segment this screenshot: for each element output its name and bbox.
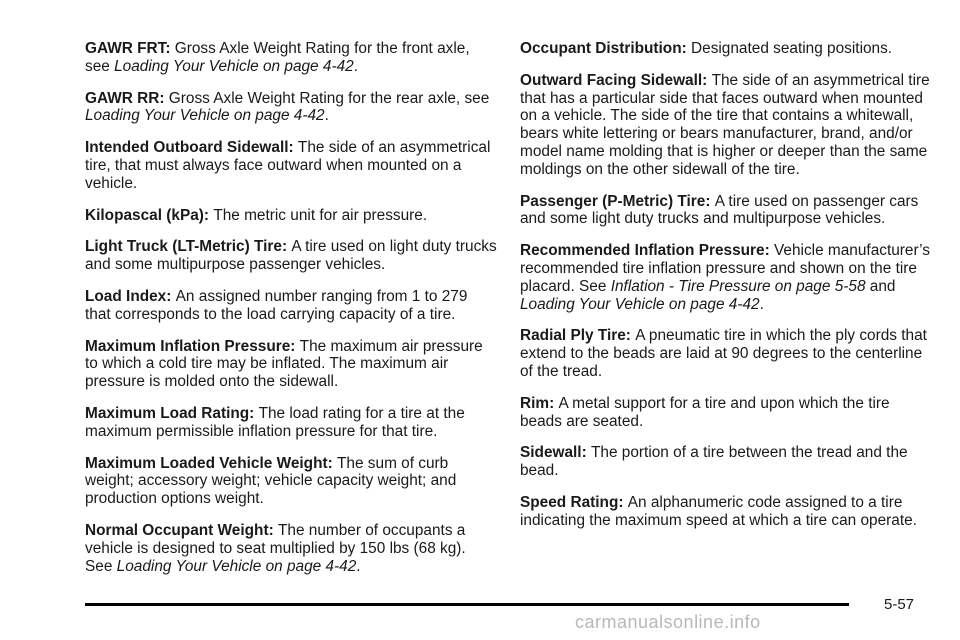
- page-number: 5-57: [884, 596, 915, 613]
- glossary-term: Kilopascal (kPa):: [85, 206, 210, 224]
- glossary-term: Outward Facing Sidewall:: [520, 71, 708, 89]
- definition-text: The maximum air pressure to which a cold tire may be inflated. The maximum air pressure is molded onto the sidewall.: [85, 337, 483, 391]
- definition-text: Gross Axle Weight Rating for the front axle, see: [85, 40, 470, 75]
- glossary-entry: [85, 455, 497, 508]
- glossary-entry: [85, 40, 497, 76]
- glossary-term: Maximum Load Rating:: [85, 404, 255, 422]
- glossary-entry: [520, 40, 932, 58]
- glossary-term: Maximum Inflation Pressure:: [85, 337, 296, 355]
- glossary-term: Light Truck (LT-Metric) Tire:: [85, 238, 288, 256]
- left-column: [85, 40, 497, 589]
- glossary-entry: [85, 522, 497, 575]
- definition-text: The side of an asymmetrical tire that has a particular side that faces outward when mounted on a vehicle. The side of the tire that contains a whitewall, bears white lettering or bears manufacturer, brand, and/or model name molding that is higher or deeper than the same moldings on the other sidewall of the tire.: [520, 71, 930, 178]
- definition-text: An assigned number ranging from 1 to 279 that corresponds to the load carrying capacity of a tire.: [85, 287, 468, 323]
- glossary-term: Radial Ply Tire:: [520, 327, 631, 345]
- right-column: [520, 40, 932, 544]
- page-reference: Loading Your Vehicle on page 4-42: [85, 107, 325, 125]
- glossary-entry: [520, 193, 932, 229]
- glossary-term: Maximum Loaded Vehicle Weight:: [85, 454, 333, 472]
- definition-text: and: [865, 277, 896, 295]
- glossary-entry: [520, 494, 932, 530]
- definition-text: A tire used on light duty trucks and some multipurpose passenger vehicles.: [85, 238, 497, 274]
- glossary-entry: [85, 288, 497, 324]
- glossary-term: Occupant Distribution:: [520, 40, 687, 57]
- glossary-term: Normal Occupant Weight:: [85, 521, 274, 539]
- footer-rule: [85, 603, 849, 606]
- definition-text: .: [759, 295, 764, 313]
- definition-text: The side of an asymmetrical tire, that must always face outward when mounted on a vehicle.: [85, 139, 491, 192]
- definition-text: An alphanumeric code assigned to a tire indicating the maximum speed at which a tire can operate.: [520, 493, 917, 529]
- definition-text: .: [353, 57, 358, 75]
- glossary-entry: [85, 139, 497, 192]
- glossary-entry: [520, 327, 932, 380]
- glossary-entry: [520, 444, 932, 480]
- page-reference: Loading Your Vehicle on page 4-42: [520, 295, 760, 313]
- definition-text: Gross Axle Weight Rating for the rear axle, see: [168, 89, 490, 107]
- glossary-term: Load Index:: [85, 287, 172, 305]
- page-reference: Loading Your Vehicle on page 4-42: [116, 557, 357, 575]
- glossary-entry: [520, 72, 932, 179]
- glossary-term: GAWR FRT:: [85, 40, 171, 57]
- glossary-term: GAWR RR:: [85, 89, 165, 107]
- definition-text: Vehicle manufacturer’s recommended tire inflation pressure and shown on the tire placard. See: [520, 242, 931, 295]
- glossary-entry: [520, 242, 932, 313]
- definition-text: A metal support for a tire and upon which the tire beads are seated.: [520, 394, 890, 430]
- glossary-entry: [85, 90, 497, 126]
- definition-text: Designated seating positions.: [691, 40, 893, 57]
- page-reference: Inflation - Tire Pressure on page 5-58: [610, 277, 866, 295]
- glossary-term: Speed Rating:: [520, 493, 624, 511]
- glossary-entry: [520, 395, 932, 431]
- definition-text: The metric unit for air pressure.: [213, 206, 428, 224]
- definition-text: The number of occupants a vehicle is designed to seat multiplied by 150 lbs (68 kg). See: [85, 521, 466, 575]
- definition-text: A pneumatic tire in which the ply cords that extend to the beads are laid at 90 degrees to the centerline of the tread.: [520, 327, 927, 380]
- definition-text: A tire used on passenger cars and some light duty trucks and multipurpose vehicles.: [520, 192, 919, 228]
- glossary-entry: [85, 238, 497, 274]
- glossary-term: Passenger (P-Metric) Tire:: [520, 192, 711, 210]
- glossary-entry: [85, 338, 497, 391]
- glossary-term: Recommended Inflation Pressure:: [520, 242, 770, 260]
- glossary-term: Intended Outboard Sidewall:: [85, 139, 294, 157]
- definition-text: .: [356, 557, 361, 575]
- definition-text: .: [324, 107, 329, 125]
- glossary-term: Rim:: [520, 394, 555, 412]
- glossary-entry: [85, 207, 497, 225]
- definition-text: The portion of a tire between the tread and the bead.: [520, 444, 908, 480]
- glossary-term: Sidewall:: [520, 444, 587, 462]
- watermark-text: carmanualsonline.info: [575, 612, 761, 632]
- definition-text: The load rating for a tire at the maximum permissible inflation pressure for that tire.: [85, 404, 465, 440]
- page-reference: Loading Your Vehicle on page 4-42: [114, 57, 354, 75]
- definition-text: The sum of curb weight; accessory weight; vehicle capacity weight; and production options weight.: [85, 454, 457, 508]
- glossary-entry: [85, 405, 497, 441]
